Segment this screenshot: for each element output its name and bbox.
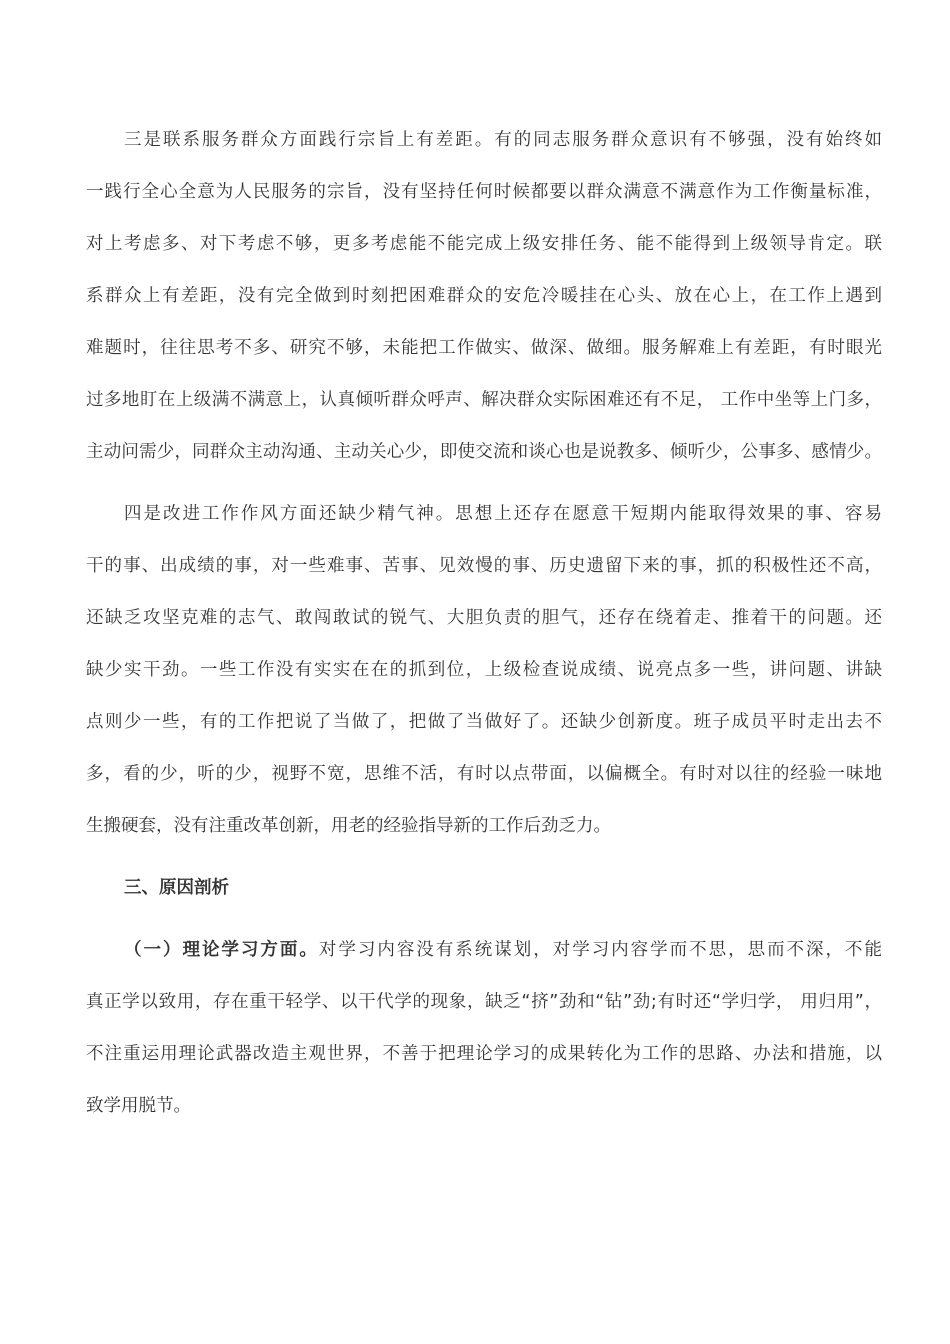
paragraph-1-line: 系群众上有差距，没有完全做到时刻把困难群众的安危冷暖挂在心头、放在心上，在工作上遇到 [86, 286, 882, 306]
section-heading: 三、原因剖析 [124, 878, 229, 898]
paragraph-2-line: 四是改进工作作风方面还缺少精气神。思想上还存在愿意干短期内能取得效果的事、容易 [124, 504, 882, 524]
paragraph-2 [86, 492, 882, 856]
paragraph-1-line: 主动问需少，同群众主动沟通、主动关心少，即使交流和谈心也是说教多、倾听少，公事多、感情少。 [86, 442, 882, 462]
paragraph-1-line: 对上考虑多、对下考虑不够，更多考虑能不能完成上级安排任务、能不能得到上级领导肯定。联 [86, 234, 882, 254]
paragraph-1-line: 一践行全心全意为人民服务的宗旨，没有坚持任何时候都要以群众满意不满意作为工作衡量标准， [86, 182, 882, 202]
document-page [86, 118, 882, 1136]
paragraph-2-line: 干的事、出成绩的事，对一些难事、苦事、见效慢的事、历史遗留下来的事，抓的积极性还不高， [86, 556, 882, 576]
paragraph-3 [86, 928, 882, 1136]
paragraph-2-line: 生搬硬套，没有注重改革创新，用老的经验指导新的工作后劲乏力。 [86, 816, 611, 836]
paragraph-2-line: 还缺乏攻坚克难的志气、敢闯敢试的锐气、大胆负责的胆气，还存在绕着走、推着干的问题。还 [86, 608, 882, 628]
paragraph-3-first-line-text: 对学习内容没有系统谋划，对学习内容学而不思，思而不深，不能 [318, 940, 883, 960]
paragraph-2-line: 点则少一些，有的工作把说了当做了，把做了当做好了。还缺少创新度。班子成员平时走出去不 [86, 712, 882, 732]
paragraph-3-line: 致学用脱节。 [86, 1096, 191, 1116]
paragraph-gap [86, 856, 882, 866]
paragraph-1-line: 难题时，往往思考不多、研究不够，未能把工作做实、做深、做细。服务解难上有差距，有时眼光 [86, 338, 882, 358]
paragraph-3-first-line [86, 928, 882, 980]
paragraph-gap [86, 918, 882, 928]
paragraph-2-line: 缺少实干劲。一些工作没有实实在在的抓到位，上级检查说成绩、说亮点多一些，讲问题、讲缺 [86, 660, 882, 680]
paragraph-1-line: 过多地盯在上级满不满意上，认真倾听群众呼声、解决群众实际困难还有不足， 工作中坐等上门多， [86, 390, 882, 410]
paragraph-1 [86, 118, 882, 482]
paragraph-3-line: 真正学以致用，存在重干轻学、以干代学的现象，缺乏“挤”劲和“钻”劲;有时还“学归学， 用归用”， [86, 992, 882, 1012]
paragraph-2-line: 多，看的少，听的少，视野不宽，思维不活，有时以点带面，以偏概全。有时对以往的经验一味地 [86, 764, 882, 784]
paragraph-gap [86, 482, 882, 492]
paragraph-3-line: 不注重运用理论武器改造主观世界，不善于把理论学习的成果转化为工作的思路、办法和措施，以 [86, 1044, 882, 1064]
paragraph-3-lead: （一）理论学习方面。 [124, 940, 319, 960]
paragraph-1-line: 三是联系服务群众方面践行宗旨上有差距。有的同志服务群众意识有不够强，没有始终如 [124, 130, 882, 150]
